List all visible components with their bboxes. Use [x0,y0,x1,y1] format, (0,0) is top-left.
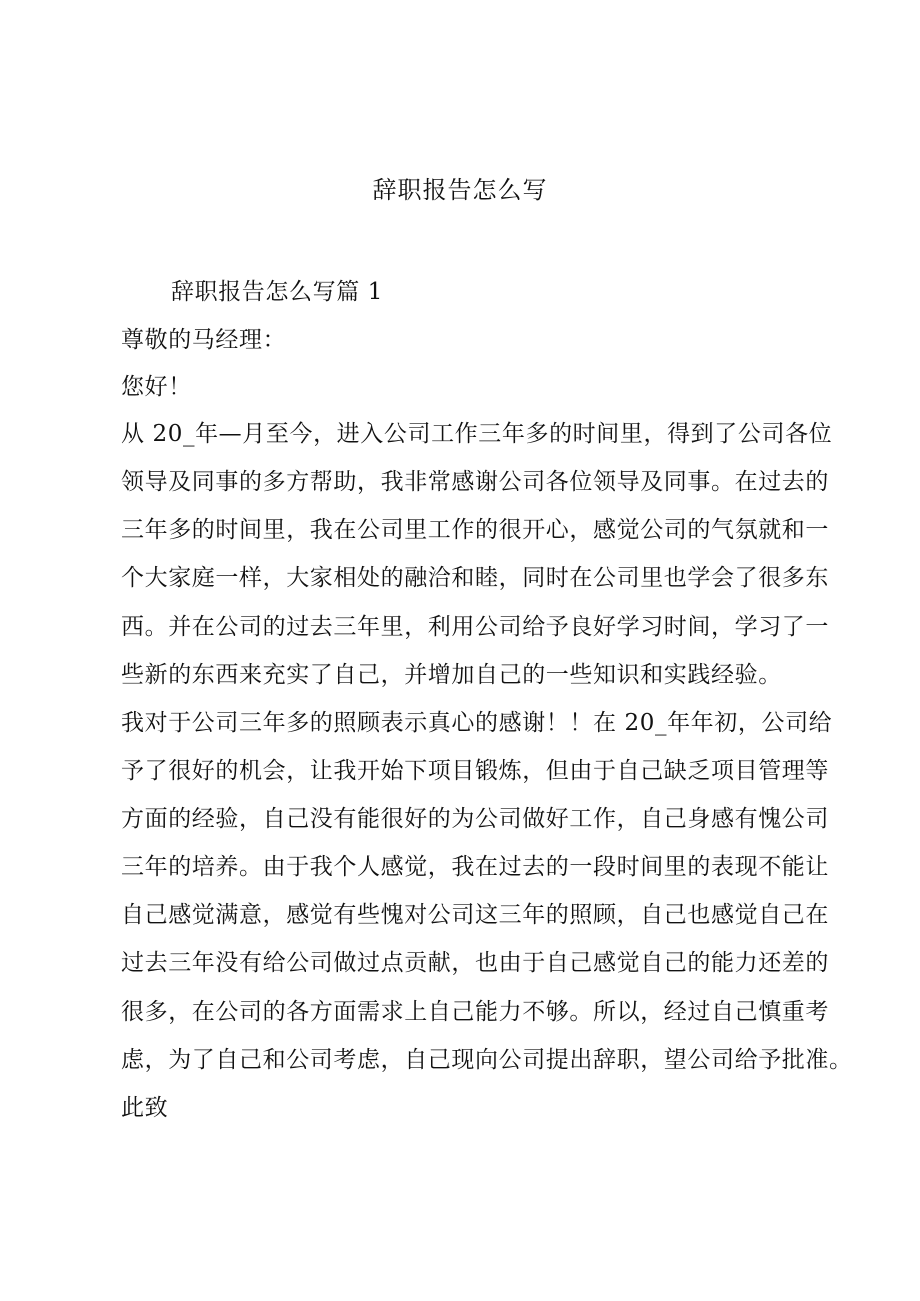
paragraph2-line: 过去三年没有给公司做过点贡献，也由于自己感觉自己的能力还差的 [121,950,829,976]
paragraph1-line: 领导及同事的多方帮助，我非常感谢公司各位领导及同事。在过去的 [121,469,829,495]
paragraph1-line: 三年多的时间里，我在公司里工作的很开心，感觉公司的气氛就和一 [121,517,829,543]
paragraph1-line: 西。并在公司的过去三年里，利用公司给予良好学习时间，学习了一 [121,614,829,640]
paragraph2-line: 三年的培养。由于我个人感觉，我在过去的一段时间里的表现不能让 [121,854,829,880]
paragraph2-line: 自己感觉满意，感觉有些愧对公司这三年的照顾，自己也感觉自己在 [121,902,829,928]
paragraph1-line: 个大家庭一样，大家相处的融洽和睦，同时在公司里也学会了很多东 [121,565,829,591]
paragraph2-line: 我对于公司三年多的照顾表示真心的感谢！！在 20_年年初，公司给 [121,710,833,736]
document-title: 辞职报告怎么写 [372,176,548,204]
salutation: 尊敬的马经理： [121,327,287,353]
paragraph2-line: 虑，为了自己和公司考虑，自己现向公司提出辞职，望公司给予批准。 [121,1047,853,1073]
paragraph1-line: 从 20_年—月至今，进入公司工作三年多的时间里，得到了公司各位 [121,421,833,447]
paragraph1-line: 些新的东西来充实了自己，并增加自己的一些知识和实践经验。 [121,662,782,688]
section-heading: 辞职报告怎么写篇 1 [171,279,383,305]
closing: 此致 [121,1095,169,1121]
paragraph2-line: 很多，在公司的各方面需求上自己能力不够。所以，经过自己慎重考 [121,999,829,1025]
paragraph2-line: 方面的经验，自己没有能很好的为公司做好工作，自己身感有愧公司 [121,806,829,832]
paragraph2-line: 予了很好的机会，让我开始下项目锻炼，但由于自己缺乏项目管理等 [121,758,829,784]
greeting: 您好！ [121,374,192,400]
